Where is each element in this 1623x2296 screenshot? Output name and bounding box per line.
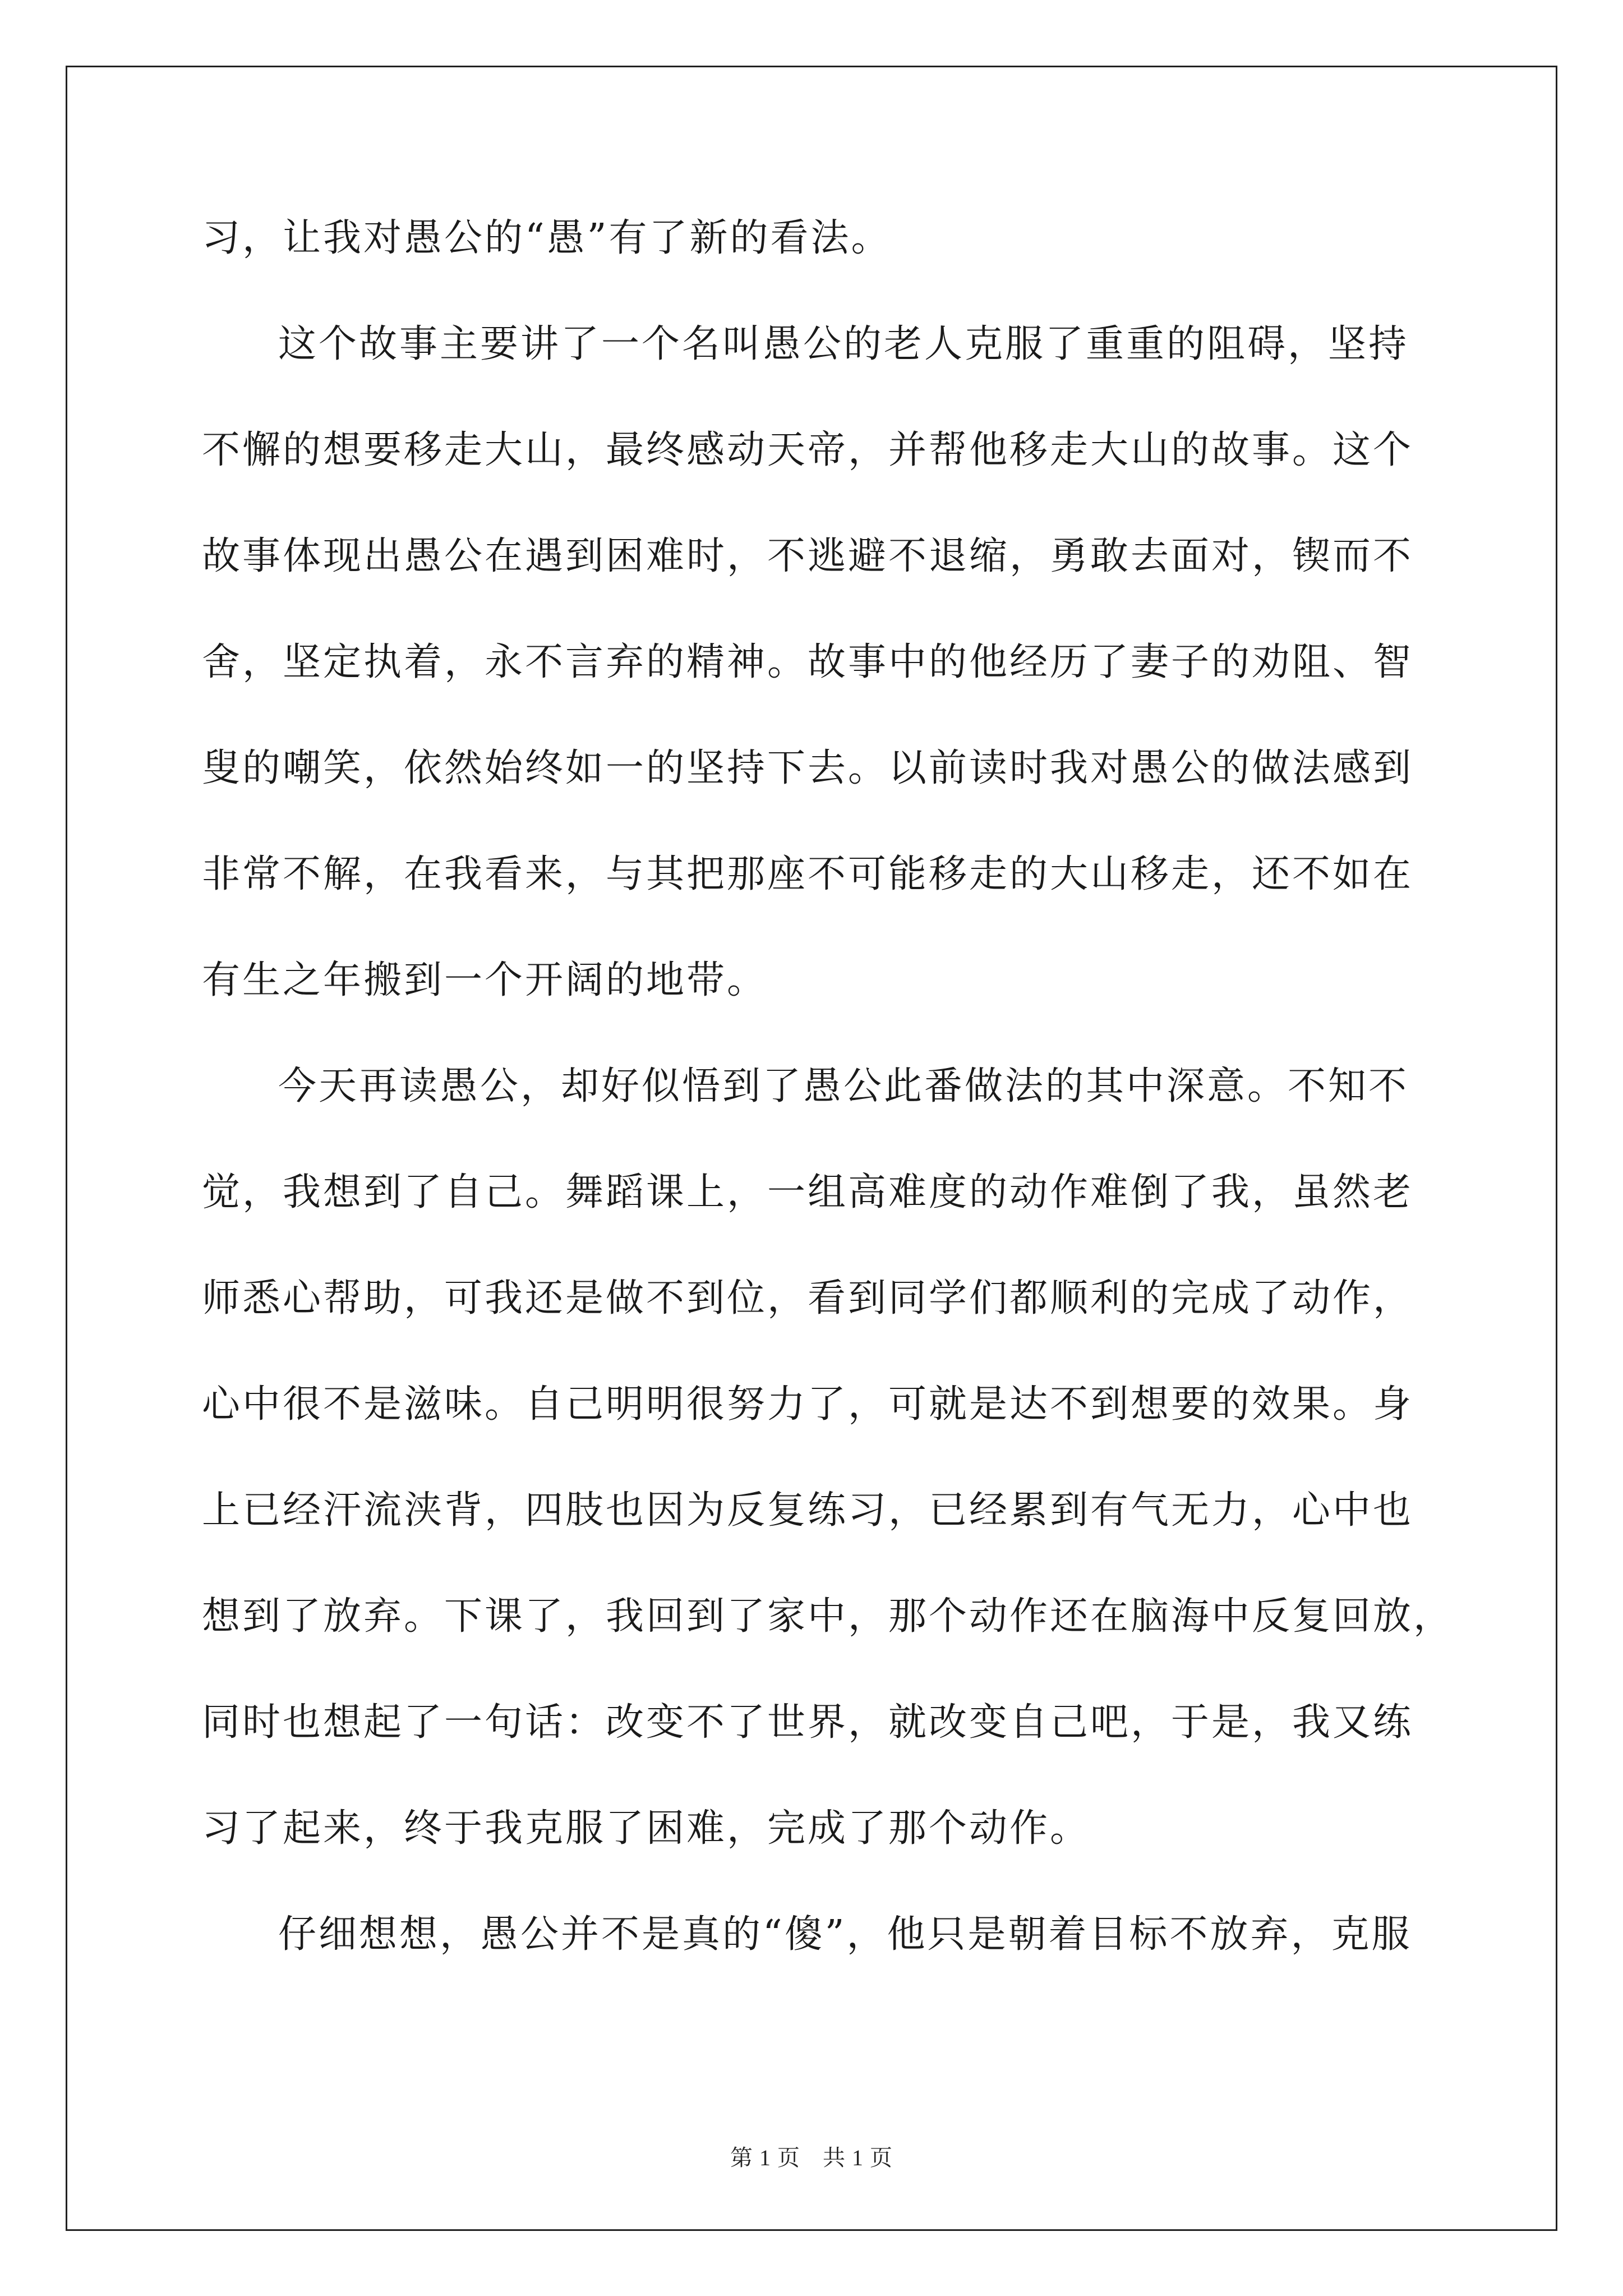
text-line: 非常不解，在我看来，与其把那座不可能移走的大山移走，还不如在 [202,852,1414,896]
text-line: 这个故事主要讲了一个名叫愚公的老人克服了重重的阻碍，坚持 [278,322,1409,366]
text-line: 故事体现出愚公在遇到困难时，不逃避不退缩，勇敢去面对，锲而不 [202,534,1414,578]
text-line: 叟的嘲笑，依然始终如一的坚持下去。以前读时我对愚公的做法感到 [202,746,1414,790]
text-line: 同时也想起了一句话：改变不了世界，就改变自己吧，于是，我又练 [202,1700,1414,1745]
text-line: 习，让我对愚公的“愚”有了新的看法。 [202,216,892,260]
text-line: 师悉心帮助，可我还是做不到位，看到同学们都顺利的完成了动作， [202,1276,1414,1320]
text-line: 想到了放弃。下课了，我回到了家中，那个动作还在脑海中反复回放， [202,1594,1454,1639]
text-line: 上已经汗流浃背，四肢也因为反复练习，已经累到有气无力，心中也 [202,1488,1414,1533]
text-line: 舍，坚定执着，永不言弃的精神。故事中的他经历了妻子的劝阻、智 [202,640,1414,684]
text-line: 今天再读愚公，却好似悟到了愚公此番做法的其中深意。不知不 [278,1064,1409,1108]
text-line: 习了起来，终于我克服了困难，完成了那个动作。 [202,1806,1091,1851]
text-line: 觉，我想到了自己。舞蹈课上，一组高难度的动作难倒了我，虽然老 [202,1170,1414,1214]
text-line: 心中很不是滋味。自己明明很努力了，可就是达不到想要的效果。身 [202,1382,1414,1427]
page-footer [0,2140,1623,2172]
text-line: 仔细想想，愚公并不是真的“傻”，他只是朝着目标不放弃，克服 [278,1912,1412,1957]
page-number: 第 1 页 [730,2145,800,2170]
text-line: 不懈的想要移走大山，最终感动天帝，并帮他移走大山的故事。这个 [202,428,1414,472]
document-body [202,185,1454,1987]
page-total: 共 1 页 [823,2145,893,2170]
text-line: 有生之年搬到一个开阔的地带。 [202,958,768,1002]
